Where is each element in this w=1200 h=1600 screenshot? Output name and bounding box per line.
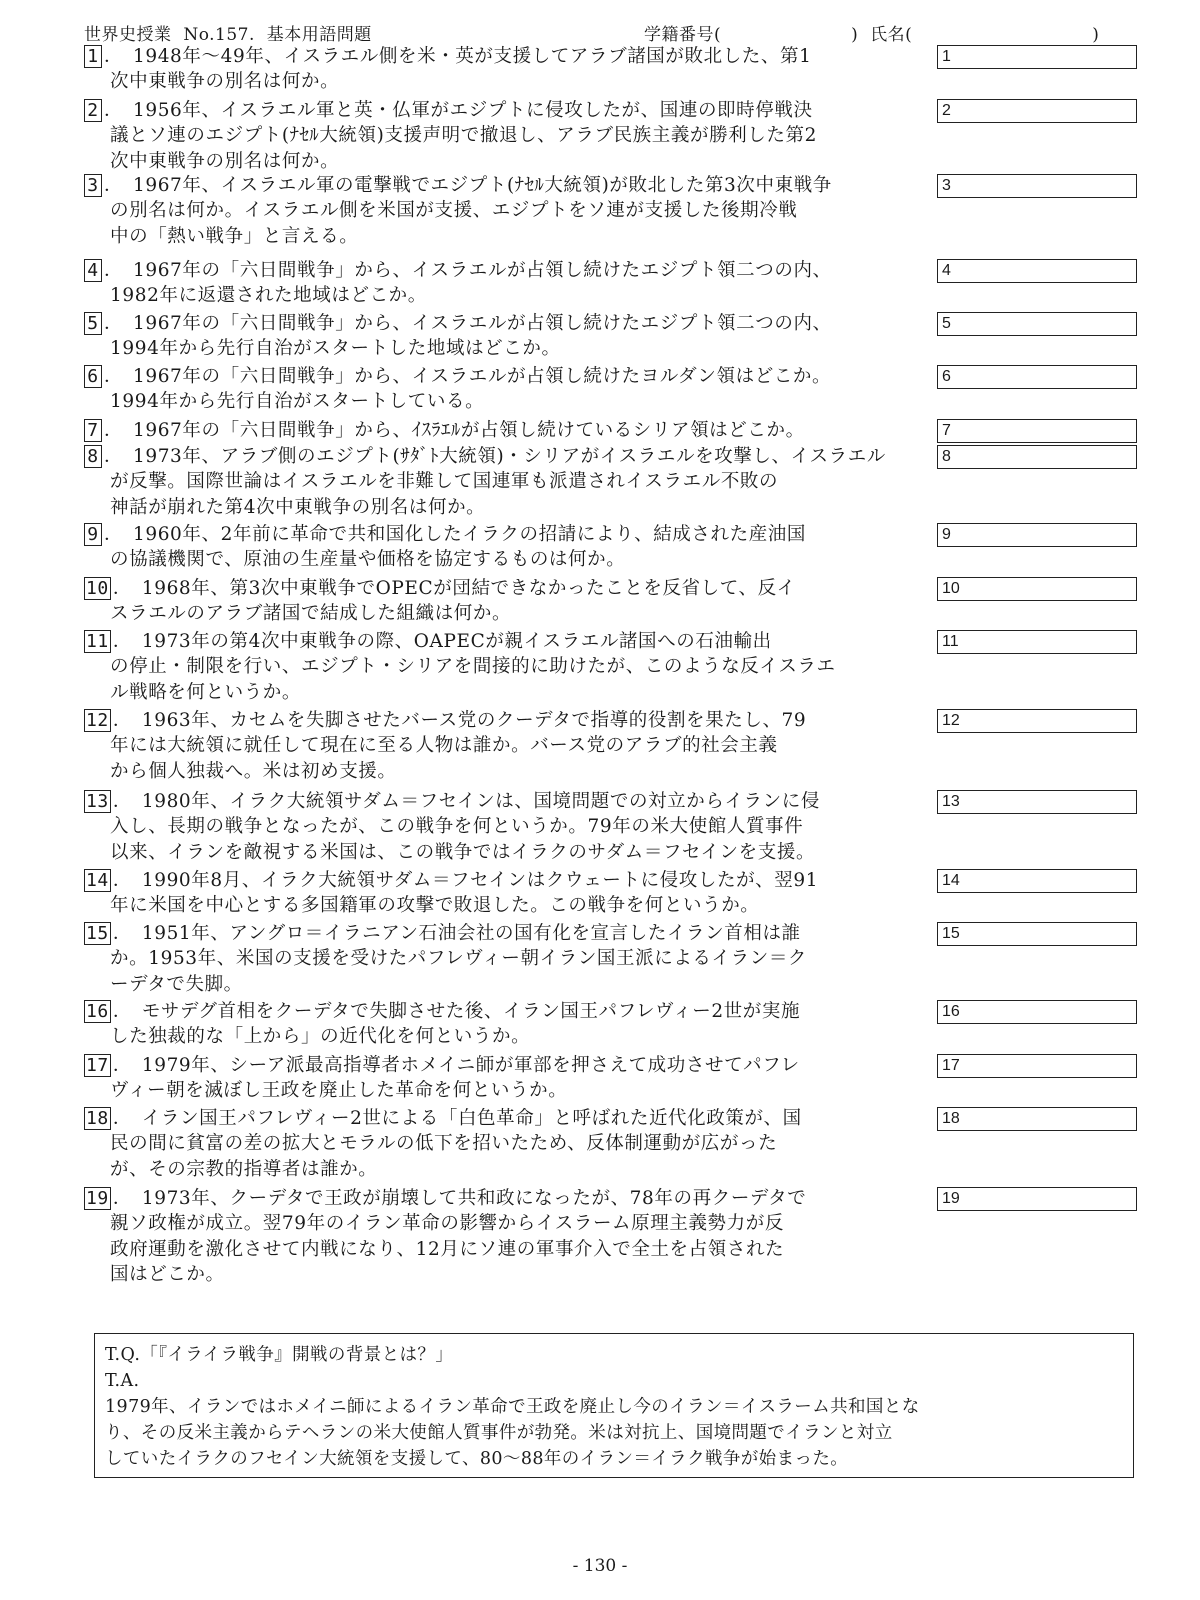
student-id-label: 学籍番号( bbox=[644, 25, 722, 45]
worksheet-title bbox=[84, 20, 372, 45]
answer-box-19[interactable]: 19 bbox=[937, 1187, 1137, 1211]
question-text-line bbox=[84, 921, 932, 946]
question-14 bbox=[84, 868, 932, 919]
question-text-line bbox=[84, 98, 932, 123]
question-text: ． 1968年、第3次中東戦争でOPECが団結できなかったことを反省して、反イ bbox=[112, 578, 796, 599]
question-text: ． 1967年、イスラエル軍の電撃戦でエジプト(ﾅｾﾙ大統領)が敗北した第3次中東戦争 bbox=[104, 175, 832, 196]
question-number: 11 bbox=[86, 631, 109, 652]
question-text: ． 1963年、カセムを失脚させたバース党のクーデタで指導的役割を果たし、79 bbox=[112, 710, 807, 731]
question-text-line: ーデタで失脚。 bbox=[110, 973, 243, 995]
question-15 bbox=[84, 921, 932, 997]
question-number: 12 bbox=[86, 710, 109, 731]
question-text-line: スラエルのアラブ諸国で結成した組織は何か。 bbox=[110, 603, 512, 625]
question-number: 13 bbox=[86, 791, 109, 812]
question-number: 18 bbox=[86, 1108, 109, 1129]
question-text-line: の別名は何か。イスラエル側を米国が支援、エジプトをソ連が支援した後期冷戦 bbox=[110, 200, 798, 222]
question-text-line: の停止・制限を行い、エジプト・シリアを間接的に助けたが、このような反イスラエ bbox=[110, 656, 836, 678]
student-id-close: ) bbox=[851, 25, 859, 45]
question-text-line bbox=[84, 576, 932, 601]
question-text-line: 年に米国を中心とする多国籍軍の攻撃で敗退した。この戦争を何というか。 bbox=[110, 895, 760, 917]
question-number: 8 bbox=[84, 445, 102, 468]
question-7 bbox=[84, 418, 932, 443]
answer-box-3[interactable]: 3 bbox=[937, 174, 1137, 198]
question-9 bbox=[84, 522, 932, 573]
question-text-line: 国はどこか。 bbox=[110, 1264, 225, 1286]
question-number: 15 bbox=[86, 923, 109, 944]
answer-box-9[interactable]: 9 bbox=[937, 523, 1137, 547]
question-text-line: 1994年から先行自治がスタートしている。 bbox=[110, 391, 485, 413]
question-text-line: 年には大統領に就任して現在に至る人物は誰か。バース党のアラブ的社会主義 bbox=[110, 735, 778, 757]
question-number: 17 bbox=[86, 1055, 109, 1076]
question-text-line bbox=[84, 444, 932, 469]
question-text-line: が反撃。国際世論はイスラエルを非難して国連軍も派遣されイスラエル不敗の bbox=[110, 471, 779, 493]
question-12 bbox=[84, 708, 932, 784]
question-text-line: 入し、長期の戦争となったが、この戦争を何というか。79年の米大使館人質事件 bbox=[110, 816, 804, 838]
question-text: ． モサデグ首相をクーデタで失脚させた後、イラン国王パフレヴィー2世が実施 bbox=[112, 1001, 801, 1022]
question-text-line: 親ソ政権が成立。翌79年のイラン革命の影響からイスラーム原理主義勢力が反 bbox=[110, 1213, 784, 1235]
answer-box-1[interactable]: 1 bbox=[937, 45, 1137, 69]
question-text-line: 議とソ連のエジプト(ﾅｾﾙ大統領)支援声明で撤退し、アラブ民族主義が勝利した第2 bbox=[110, 125, 817, 147]
question-13 bbox=[84, 789, 932, 865]
tq-box bbox=[94, 1333, 1134, 1478]
question-text: ． 1979年、シーア派最高指導者ホメイニ師が軍部を押さえて成功させてパフレ bbox=[112, 1055, 800, 1076]
question-6 bbox=[84, 364, 932, 415]
question-number: 5 bbox=[84, 312, 102, 335]
question-text-line bbox=[84, 418, 932, 443]
tq-question: T.Q.「『イライラ戦争』開戦の背景とは？」 bbox=[105, 1345, 454, 1365]
question-text-line: 中の「熱い戦争」と言える。 bbox=[110, 225, 359, 247]
question-text-line: 次中東戦争の別名は何か。 bbox=[110, 150, 340, 172]
answer-box-13[interactable]: 13 bbox=[937, 790, 1137, 814]
question-number: 9 bbox=[84, 523, 102, 546]
tq-answer-line: り、その反米主義からテヘランの米大使館人質事件が勃発。米は対抗上、国境問題でイランと対立 bbox=[105, 1423, 893, 1443]
question-text-line bbox=[84, 311, 932, 336]
answer-box-16[interactable]: 16 bbox=[937, 1000, 1137, 1024]
question-text-line bbox=[84, 44, 932, 69]
question-text: ． 1951年、アングロ＝イラニアン石油会社の国有化を宣言したイラン首相は誰 bbox=[112, 923, 801, 944]
answer-box-17[interactable]: 17 bbox=[937, 1054, 1137, 1078]
question-text-line bbox=[84, 708, 932, 733]
question-text: ． 1967年の「六日間戦争」から、イスラエルが占領し続けたエジプト領二つの内、 bbox=[104, 260, 832, 281]
question-number: 16 bbox=[86, 1001, 109, 1022]
question-text-line bbox=[84, 258, 932, 283]
answer-box-6[interactable]: 6 bbox=[937, 365, 1137, 389]
answer-box-18[interactable]: 18 bbox=[937, 1107, 1137, 1131]
question-number: 4 bbox=[84, 259, 102, 282]
answer-box-8[interactable]: 8 bbox=[937, 445, 1137, 469]
question-number: 7 bbox=[84, 419, 102, 442]
question-text-line: した独裁的な「上から」の近代化を何というか。 bbox=[110, 1026, 531, 1048]
question-text-line: ヴィー朝を滅ぼし王政を廃止した革命を何というか。 bbox=[110, 1080, 568, 1102]
question-19 bbox=[84, 1186, 932, 1288]
question-text-line bbox=[84, 364, 932, 389]
question-10 bbox=[84, 576, 932, 627]
question-text: ． 1967年の「六日間戦争」から、イスラエルが占領し続けたヨルダン領はどこか。 bbox=[104, 366, 832, 387]
question-number: 14 bbox=[86, 870, 109, 891]
question-2 bbox=[84, 98, 932, 174]
question-number: 6 bbox=[84, 365, 102, 388]
question-text-line: 次中東戦争の別名は何か。 bbox=[110, 71, 340, 93]
question-text-line: か。1953年、米国の支援を受けたパフレヴィー朝イラン国王派によるイラン＝ク bbox=[110, 948, 808, 970]
question-18 bbox=[84, 1106, 932, 1182]
question-number: 2 bbox=[84, 99, 102, 122]
question-text: ． イラン国王パフレヴィー2世による「白色革命」と呼ばれた近代化政策が、国 bbox=[112, 1108, 802, 1129]
question-number: 19 bbox=[86, 1188, 109, 1209]
question-8 bbox=[84, 444, 932, 520]
question-text-line: の協議機関で、原油の生産量や価格を協定するものは何か。 bbox=[110, 549, 626, 571]
answer-box-10[interactable]: 10 bbox=[937, 577, 1137, 601]
question-11 bbox=[84, 629, 932, 705]
question-3 bbox=[84, 173, 932, 249]
question-5 bbox=[84, 311, 932, 362]
question-text-line: が、その宗教的指導者は誰か。 bbox=[110, 1158, 378, 1180]
worksheet-header bbox=[84, 20, 1144, 46]
name-close: ) bbox=[1092, 25, 1100, 45]
question-text-line bbox=[84, 1053, 932, 1078]
question-text-line bbox=[84, 1186, 932, 1211]
question-16 bbox=[84, 999, 932, 1050]
answer-box-12[interactable]: 12 bbox=[937, 709, 1137, 733]
question-text: ． 1956年、イスラエル軍と英・仏軍がエジプトに侵攻したが、国連の即時停戦決 bbox=[104, 100, 813, 121]
question-text-line bbox=[84, 173, 932, 198]
question-text-line bbox=[84, 522, 932, 547]
tq-answer-line: していたイラクのフセイン大統領を支援して、80～88年のイラン＝イラク戦争が始まった。 bbox=[105, 1449, 849, 1469]
question-text-line bbox=[84, 789, 932, 814]
worksheet-number: No.157. bbox=[183, 25, 255, 45]
question-text: ． 1960年、2年前に革命で共和国化したイラクの招請により、結成された産油国 bbox=[104, 524, 807, 545]
answer-box-4[interactable]: 4 bbox=[937, 259, 1137, 283]
question-text-line: から個人独裁へ。米は初め支援。 bbox=[110, 760, 397, 782]
student-info bbox=[644, 20, 1099, 45]
question-text: ． 1967年の「六日間戦争」から、ｲｽﾗｴﾙが占領し続けているシリア領はどこか。 bbox=[104, 420, 805, 441]
tq-answer-line: 1979年、イランではホメイニ師によるイラン革命で王政を廃止し今のイラン＝イスラーム共和国とな bbox=[105, 1397, 920, 1417]
answer-box-15[interactable]: 15 bbox=[937, 922, 1137, 946]
question-text-line: ル戦略を何というか。 bbox=[110, 681, 302, 703]
question-text-line bbox=[84, 1106, 932, 1131]
answer-box-7[interactable]: 7 bbox=[937, 419, 1137, 443]
question-number: 3 bbox=[84, 174, 102, 197]
question-text-line bbox=[84, 868, 932, 893]
course-name: 世界史授業 bbox=[84, 25, 172, 45]
question-text-line: 神話が崩れた第4次中東戦争の別名は何か。 bbox=[110, 496, 486, 518]
answer-box-2[interactable]: 2 bbox=[937, 99, 1137, 123]
question-text: ． 1980年、イラク大統領サダム＝フセインは、国境問題での対立からイランに侵 bbox=[112, 791, 820, 812]
question-text: ． 1990年8月、イラク大統領サダム＝フセインはクウェートに侵攻したが、翌91 bbox=[112, 870, 819, 891]
question-number: 1 bbox=[84, 45, 102, 68]
answer-box-14[interactable]: 14 bbox=[937, 869, 1137, 893]
tq-answer-label: T.A. bbox=[105, 1371, 140, 1391]
answer-box-5[interactable]: 5 bbox=[937, 312, 1137, 336]
answer-box-11[interactable]: 11 bbox=[937, 630, 1137, 654]
question-text-line: 民の間に貧富の差の拡大とモラルの低下を招いたため、反体制運動が広がった bbox=[110, 1133, 778, 1155]
question-text: ． 1973年、クーデタで王政が崩壊して共和政になったが、78年の再クーデタで bbox=[112, 1188, 807, 1209]
question-text: ． 1948年～49年、イスラエル側を米・英が支援してアラブ諸国が敗北した、第1 bbox=[104, 46, 812, 67]
question-text-line bbox=[84, 629, 932, 654]
question-text: ． 1967年の「六日間戦争」から、イスラエルが占領し続けたエジプト領二つの内、 bbox=[104, 313, 832, 334]
question-text-line bbox=[84, 999, 932, 1024]
question-text-line: 1994年から先行自治がスタートした地域はどこか。 bbox=[110, 338, 561, 360]
question-text-line: 以来、イランを敵視する米国は、この戦争ではイラクのサダム＝フセインを支援。 bbox=[110, 841, 816, 863]
question-number: 10 bbox=[86, 578, 109, 599]
question-text-line: 1982年に返還された地域はどこか。 bbox=[110, 285, 427, 307]
question-text: ． 1973年の第4次中東戦争の際、OAPECが親イスラエル諸国への石油輸出 bbox=[112, 631, 772, 652]
question-text-line: 政府運動を激化させて内戦になり、12月にソ連の軍事介入で全土を占領された bbox=[110, 1238, 785, 1260]
question-4 bbox=[84, 258, 932, 309]
question-1 bbox=[84, 44, 932, 95]
question-text: ． 1973年、アラブ側のエジプト(ｻﾀﾞﾄ大統領)・シリアがイスラエルを攻撃し、イスラエル bbox=[104, 446, 886, 467]
question-17 bbox=[84, 1053, 932, 1104]
page-number: - 130 - bbox=[572, 1556, 628, 1576]
name-label: 氏名( bbox=[870, 25, 913, 45]
worksheet-title-text: 基本用語問題 bbox=[266, 25, 372, 45]
